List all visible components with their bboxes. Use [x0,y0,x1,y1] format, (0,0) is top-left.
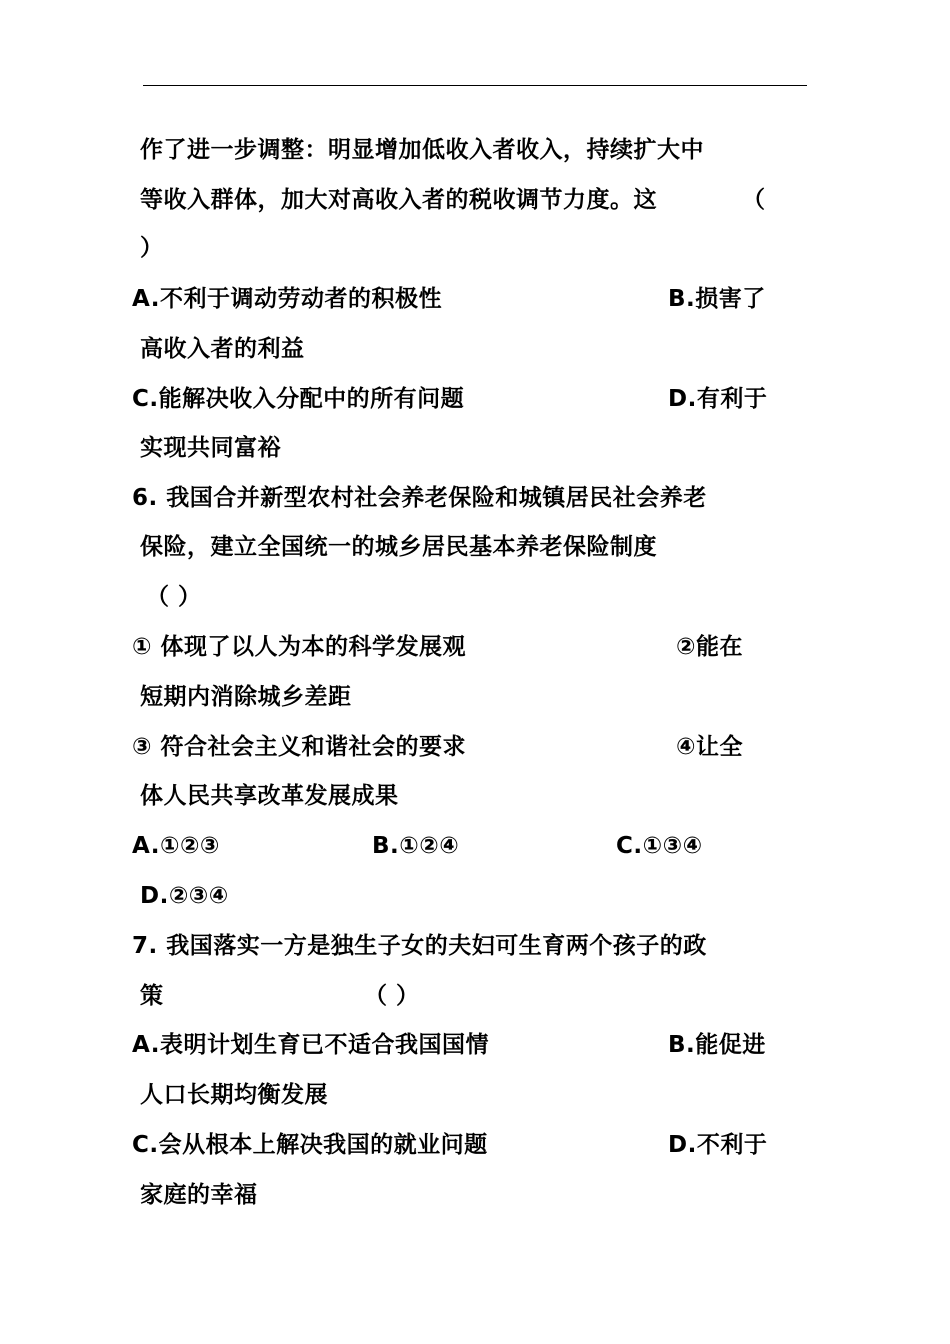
q6-option-a: A.①②③ [132,833,220,859]
q5-option-a: A.不利于调动劳动者的积极性 [132,286,442,312]
q5-option-b: B.损害了 [668,286,766,312]
q5-stem-line2: 等收入群体，加大对高收入者的税收调节力度。这 [140,187,657,213]
header-rule [143,85,807,86]
q6-answer-paren: （ ） [146,584,202,610]
q6-option-d: D.②③④ [140,883,229,909]
q7-stem-line2: 策 [140,983,164,1009]
q5-stem-line1: 作了进一步调整：明显增加低收入者收入，持续扩大中 [140,137,704,163]
q7-option-c: C.会从根本上解决我国的就业问题 [132,1132,488,1158]
q7-option-a: A.表明计划生育已不适合我国国情 [132,1032,489,1058]
q6-item-4: ④让全 [676,734,743,760]
q5-paren-open: （ [742,187,766,213]
q6-option-c: C.①③④ [616,833,703,859]
q5-option-d: D.有利于 [668,386,768,412]
q6-item-2: ②能在 [676,634,743,660]
q7-answer-paren: （ ） [364,983,420,1009]
q6-item-4-cont: 体人民共享改革发展成果 [140,783,399,809]
q7-option-b: B.能促进 [668,1032,766,1058]
q6-item-2-cont: 短期内消除城乡差距 [140,684,352,710]
q5-option-b-cont: 高收入者的利益 [140,336,305,362]
q6-item-1: ① 体现了以人为本的科学发展观 [132,634,466,660]
q7-stem-line1: 7. 我国落实一方是独生子女的夫妇可生育两个孩子的政 [132,933,707,959]
q6-item-3: ③ 符合社会主义和谐社会的要求 [132,734,466,760]
q7-option-b-cont: 人口长期均衡发展 [140,1082,328,1108]
q6-option-b: B.①②④ [372,833,460,859]
q5-paren-close: ） [140,235,164,261]
q5-option-d-cont: 实现共同富裕 [140,435,281,461]
q6-stem-line1: 6. 我国合并新型农村社会养老保险和城镇居民社会养老 [132,485,707,511]
q7-option-d: D.不利于 [668,1132,768,1158]
q7-option-d-cont: 家庭的幸福 [140,1182,258,1208]
q5-option-c: C.能解决收入分配中的所有问题 [132,386,465,412]
q6-stem-line2: 保险，建立全国统一的城乡居民基本养老保险制度 [140,534,657,560]
